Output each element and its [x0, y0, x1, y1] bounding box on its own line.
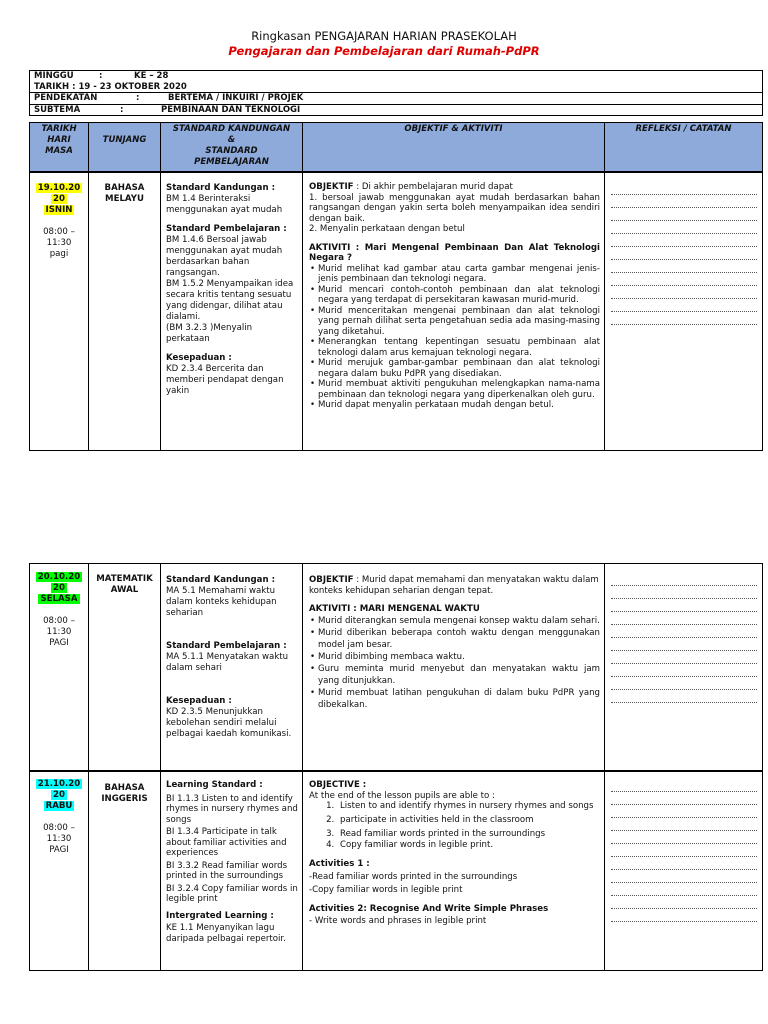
day2-date-a: 20.10.20	[37, 572, 81, 582]
day3-ls-1: BI 1.3.4 Participate in talk about familiar activities and experiences	[166, 827, 287, 858]
day2-standard	[161, 564, 303, 771]
day3-date-a: 21.10.20	[37, 779, 81, 789]
list-item: • Menerangkan tentang kepentingan sesuatu pembinaan alat teknologi dalam arus kemajuan teknologi negara.	[318, 337, 600, 358]
pendekatan-label: PENDEKATAN	[34, 93, 98, 103]
day3-ls-3: BI 3.2.4 Copy familiar words in legible print	[166, 883, 298, 904]
day1-sk-label: Standard Kandungan :	[166, 183, 276, 193]
day2-sp-label: Standard Pembelajaran :	[166, 641, 287, 651]
day2-row	[29, 563, 763, 772]
header-info	[29, 70, 763, 116]
day2-sk-label: Standard Kandungan :	[166, 575, 276, 585]
list-item: • Murid membuat latihan pengukuhan di dalam buku PdPR yang dibekalkan.	[318, 687, 600, 711]
day3-act2-text: - Write words and phrases in legible print	[309, 916, 487, 926]
tarikh-text: TARIKH : 19 - 23 OKTOBER 2020	[34, 81, 187, 92]
column-header-row	[29, 122, 763, 173]
day1-obj-1: 1. bersoal jawab menggunakan ayat mudah berdasarkan bahan rangsangan dengan yakin serta boleh menyampaikan idea sendiri dengan baik.	[309, 192, 600, 224]
day1-sp-1: BM 1.4.6 Bersoal jawab menggunakan ayat mudah berdasarkan bahan rangsangan.	[166, 235, 283, 278]
list-item: • Guru meminta murid menyebut dan menyatakan waktu jam yang ditunjukkan.	[318, 663, 600, 687]
day3-refleksi	[605, 771, 762, 970]
page-subtitle: Pengajaran dan Pembelajaran dari Rumah-PdPR	[228, 44, 540, 58]
day1-time: 08:00 – 11:30 pagi	[43, 227, 75, 259]
day3-act1-b: -Copy familiar words in legible print	[309, 885, 463, 895]
day3-obj-list	[309, 801, 600, 851]
day1-obj-label: OBJEKTIF	[309, 182, 354, 192]
day3-objektif	[303, 771, 605, 970]
day2-objektif	[303, 564, 605, 771]
minggu-value: KE – 28	[134, 71, 169, 81]
col-standard-l4: PEMBELAJARAN	[194, 157, 269, 167]
day1-objektif	[303, 172, 605, 450]
minggu-row	[30, 71, 762, 82]
col-standard-l1: STANDARD KANDUNGAN	[172, 124, 291, 134]
day1-obj-text: : Di akhir pembelajaran murid dapat	[353, 182, 513, 192]
day2-obj-text: : Murid dapat memahami dan menyatakan waktu dalam konteks kehidupan seharian dengan tepat.	[309, 575, 599, 596]
list-item: • Murid merujuk gambar-gambar pembinaan dan alat teknologi negara dalam buku PdPR yang disediakan.	[318, 358, 600, 379]
day1-tunjang: BAHASA MELAYU	[89, 172, 161, 450]
day1-obj-2: 2. Menyalin perkataan dengan betul	[309, 224, 465, 234]
day1-akt-title: AKTIVITI : Mari Mengenal Pembinaan Dan Alat Teknologi Negara ?	[309, 242, 600, 263]
subtema-row	[30, 104, 762, 116]
list-item: • Murid dibimbing membaca waktu.	[318, 651, 600, 663]
subtema-colon: :	[120, 104, 124, 115]
list-item: • Murid diberikan beberapa contoh waktu dengan menggunakan model jam besar.	[318, 627, 600, 651]
day1-day: ISNIN	[45, 205, 73, 215]
col-standard-l2: &	[227, 135, 236, 145]
day3-standard	[161, 771, 303, 970]
day1-refleksi	[605, 172, 762, 450]
day3-act2-label: Activities 2: Recognise And Write Simple Phrases	[309, 903, 549, 914]
tarikh-row	[30, 82, 762, 93]
day2-day: SELASA	[40, 594, 78, 604]
pendekatan-row	[30, 92, 762, 104]
day1-sk-text: BM 1.4 Berinteraksi menggunakan ayat mudah	[166, 194, 283, 215]
col-date	[30, 123, 89, 172]
list-item: • Murid melihat kad gambar atau carta gambar mengenai jenis-jenis pembinaan dan teknologi negara.	[318, 264, 600, 285]
day2-akt-title: AKTIVITI : MARI MENGENAL WAKTU	[309, 604, 480, 614]
subtema-label: SUBTEMA	[34, 104, 81, 115]
day3-tunjang: BAHASA INGGERIS	[89, 771, 161, 970]
day1-row	[29, 171, 763, 451]
day2-akt-list	[309, 615, 600, 711]
day3-date-cell	[30, 771, 89, 970]
pendekatan-value: BERTEMA / INKUIRI / PROJEK	[168, 93, 304, 103]
day3-time: 08:00 – 11:30 PAGI	[43, 823, 75, 855]
pendekatan-colon: :	[136, 93, 140, 103]
day1-sp-3: (BM 3.2.3 )Menyalin perkataan	[166, 323, 253, 344]
col-date-l2: HARI	[47, 135, 71, 145]
day2-date-b: 20	[53, 583, 65, 593]
list-item: • Murid menceritakan mengenai pembinaan dan alat teknologi yang pernah dilihat serta pengetahuan sedia ada masing-masing yang diketahui.	[318, 306, 600, 338]
list-item: 2. participate in activities held in the classroom	[337, 815, 600, 826]
minggu-colon: :	[99, 71, 103, 81]
day1-standard	[161, 172, 303, 450]
minggu-label: MINGGU	[34, 71, 74, 81]
day2-time: 08:00 – 11:30 PAGI	[43, 616, 75, 648]
list-item: 4. Copy familiar words in legible print.	[337, 840, 600, 851]
day3-act1-a: -Read familiar words printed in the surroundings	[309, 871, 518, 882]
day3-obj-text: At the end of the lesson pupils are able to :	[309, 790, 495, 801]
day3-date-b: 20	[53, 790, 65, 800]
col-date-l1: TARIKH	[41, 124, 77, 134]
list-item: • Murid dapat menyalin perkataan mudah dengan betul.	[318, 400, 600, 411]
day1-date-cell	[30, 172, 89, 450]
col-objektif: OBJEKTIF & AKTIVITI	[303, 123, 605, 172]
day3-ls-0: BI 1.1.3 Listen to and identify rhymes in nursery rhymes and songs	[166, 793, 298, 825]
day3-day: RABU	[45, 801, 73, 811]
day3-row	[29, 770, 763, 971]
col-date-l3: MASA	[45, 146, 73, 156]
day2-obj-label: OBJEKTIF	[309, 575, 354, 585]
day2-tunjang: MATEMATIK AWAL	[89, 564, 161, 771]
col-standard	[161, 123, 303, 172]
col-refleksi: REFLEKSI / CATATAN	[635, 124, 732, 134]
day3-il-text: KE 1.1 Menyanyikan lagu daripada pelbagai repertoir.	[166, 923, 286, 944]
list-item: 3. Read familiar words printed in the surroundings	[337, 829, 600, 840]
day3-ls-2: BI 3.3.2 Read familiar words printed in the surroundings	[166, 860, 288, 881]
day2-sk-text: MA 5.1 Memahami waktu dalam konteks kehidupan seharian	[166, 586, 277, 618]
day2-refleksi	[605, 564, 762, 771]
day1-akt-list	[309, 264, 600, 411]
day1-date-b: 20	[53, 194, 65, 204]
day1-kp-text: KD 2.3.4 Bercerita dan memberi pendapat dengan yakin	[166, 364, 284, 396]
day3-act1-label: Activities 1 :	[309, 859, 370, 869]
day3-obj-label: OBJECTIVE :	[309, 780, 367, 790]
page-title: Ringkasan PENGAJARAN HARIAN PRASEKOLAH	[251, 29, 517, 43]
day2-date-cell	[30, 564, 89, 771]
list-item: • Murid diterangkan semula mengenai konsep waktu dalam sehari.	[318, 615, 600, 627]
day2-kp-label: Kesepaduan :	[166, 696, 232, 706]
day1-kp-label: Kesepaduan :	[166, 353, 232, 363]
day2-kp-text: KD 2.3.5 Menunjukkan kebolehan sendiri melalui pelbagai kaedah komunikasi.	[166, 707, 292, 739]
list-item: • Murid mencari contoh-contoh pembinaan dan alat teknologi negara yang terdapat di persekitaran kawasan murid-murid.	[318, 285, 600, 306]
day1-sp-label: Standard Pembelajaran :	[166, 224, 287, 234]
day3-il-label: Intergrated Learning :	[166, 910, 274, 921]
day1-date-a: 19.10.20	[37, 183, 81, 193]
day2-sp-1: MA 5.1.1 Menyatakan waktu dalam sehari	[166, 652, 289, 673]
day1-sp-2: BM 1.5.2 Menyampaikan idea secara kritis tentang sesuatu yang didengar, dilihat atau dialami.	[166, 279, 294, 322]
col-tunjang: TUNJANG	[89, 123, 161, 172]
day3-ls-label: Learning Standard :	[166, 780, 263, 790]
list-item: 1. Listen to and identify rhymes in nursery rhymes and songs	[337, 801, 600, 812]
subtema-value: PEMBINAAN DAN TEKNOLOGI	[161, 104, 301, 115]
col-standard-l3: STANDARD	[205, 146, 258, 156]
list-item: • Murid membuat aktiviti pengukuhan melengkapkan nama-nama pembinaan dan teknologi negara yang diperkenalkan oleh guru.	[318, 379, 600, 400]
